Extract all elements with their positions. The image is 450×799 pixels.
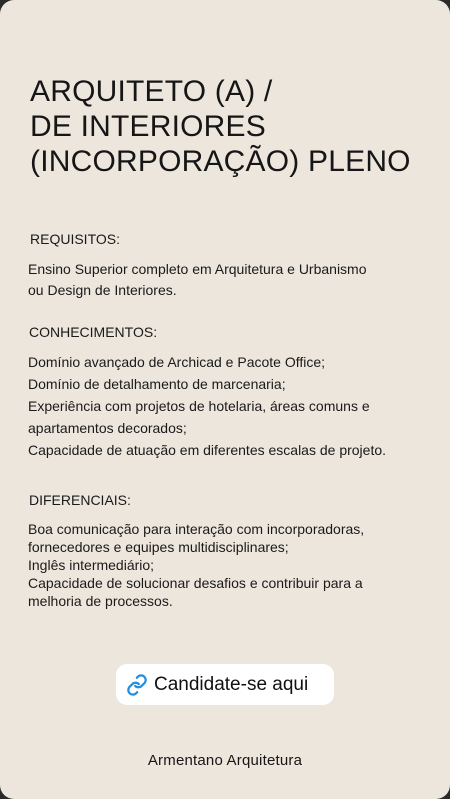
requisitos-text bbox=[28, 259, 428, 301]
diferenciais-text bbox=[28, 520, 428, 610]
requisitos-line: ou Design de Interiores. bbox=[28, 282, 177, 298]
conhecimentos-line: Domínio de detalhamento de marcenaria; bbox=[28, 376, 286, 392]
conhecimentos-line: apartamentos decorados; bbox=[28, 420, 187, 436]
brand-name: Armentano Arquitetura bbox=[147, 752, 303, 769]
conhecimentos-text bbox=[28, 351, 428, 461]
job-title-line: (INCORPORAÇÃO) PLENO bbox=[30, 145, 411, 178]
requisitos-line: Ensino Superior completo em Arquitetura e Urbanismo bbox=[28, 261, 367, 277]
link-icon bbox=[126, 674, 148, 696]
diferenciais-line: Capacidade de solucionar desafios e contribuir para a bbox=[28, 575, 363, 591]
conhecimentos-heading: CONHECIMENTOS: bbox=[29, 324, 158, 340]
diferenciais-line: Boa comunicação para interação com incorporadoras, bbox=[28, 521, 365, 537]
conhecimentos-line: Capacidade de atuação em diferentes escalas de projeto. bbox=[28, 442, 387, 458]
conhecimentos-line: Experiência com projetos de hotelaria, áreas comuns e bbox=[28, 398, 370, 414]
requisitos-heading: REQUISITOS: bbox=[30, 231, 120, 247]
apply-link-label: Candidate-se aqui bbox=[154, 673, 309, 695]
conhecimentos-line: Domínio avançado de Archicad e Pacote Office; bbox=[28, 354, 326, 370]
apply-link-button[interactable] bbox=[116, 664, 334, 705]
job-title-line: ARQUITETO (A) / bbox=[30, 75, 273, 108]
diferenciais-line: Inglês intermediário; bbox=[28, 557, 155, 573]
diferenciais-line: fornecedores e equipes multidisciplinares; bbox=[28, 539, 289, 555]
job-title-line: DE INTERIORES bbox=[30, 110, 266, 143]
job-title bbox=[30, 74, 440, 179]
diferenciais-heading: DIFERENCIAIS: bbox=[29, 492, 131, 508]
diferenciais-line: melhoria de processos. bbox=[28, 593, 173, 609]
